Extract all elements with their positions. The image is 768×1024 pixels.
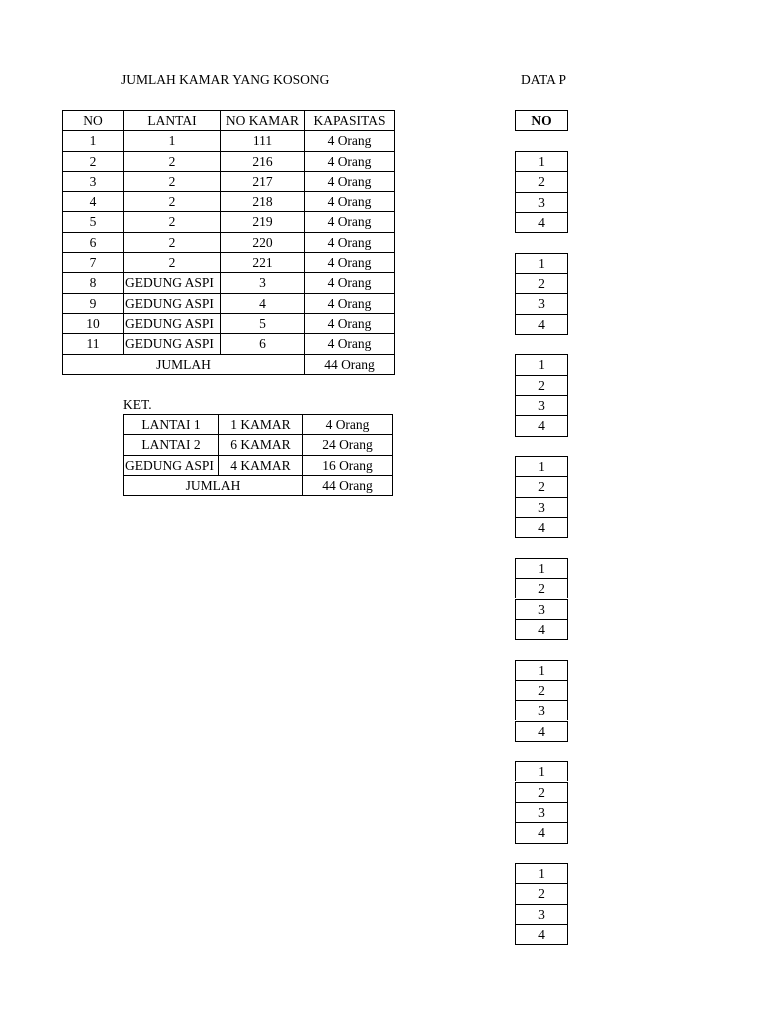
cell-no: 6: [63, 233, 124, 253]
ket-kapasitas: 16 Orang: [303, 456, 393, 476]
cell-no: 8: [63, 273, 124, 293]
cell-no: 5: [63, 212, 124, 232]
right-cell-no: 1: [515, 761, 568, 781]
cell-lantai: GEDUNG ASPI: [124, 294, 221, 314]
ket-kamar: 4 KAMAR: [219, 456, 303, 476]
cell-lantai: 1: [124, 131, 221, 151]
cell-lantai: GEDUNG ASPI: [124, 314, 221, 334]
right-cell-no: 3: [515, 802, 568, 822]
ket-kamar: 1 KAMAR: [219, 415, 303, 435]
cell-kapasitas: 4 Orang: [305, 192, 395, 212]
cell-no: 7: [63, 253, 124, 273]
right-cell-no: 2: [515, 883, 568, 903]
summary-table: [123, 414, 393, 496]
right-cell-no: 3: [515, 192, 568, 212]
ket-label: KET.: [123, 397, 152, 412]
occupant-number-column: [515, 110, 568, 946]
ket-lantai: LANTAI 2: [124, 435, 219, 455]
cell-kapasitas: 4 Orang: [305, 172, 395, 192]
cell-lantai: GEDUNG ASPI: [124, 334, 221, 354]
cell-lantai: 2: [124, 212, 221, 232]
cell-no: 10: [63, 314, 124, 334]
vacant-rooms-table: [62, 110, 395, 375]
right-cell-no: 4: [515, 721, 568, 742]
right-cell-no: 2: [515, 578, 568, 598]
cell-lantai: 2: [124, 172, 221, 192]
cell-lantai: 2: [124, 192, 221, 212]
right-cell-no: 3: [515, 904, 568, 924]
cell-kapasitas: 4 Orang: [305, 253, 395, 273]
right-cell-no: 1: [515, 660, 568, 680]
ket-kamar: 6 KAMAR: [219, 435, 303, 455]
cell-no-kamar: 6: [221, 334, 305, 354]
cell-no-kamar: 220: [221, 233, 305, 253]
right-cell-no: 3: [515, 497, 568, 517]
cell-lantai: 2: [124, 233, 221, 253]
cell-no-kamar: 111: [221, 131, 305, 151]
right-cell-no: 2: [515, 273, 568, 293]
header-kapasitas: KAPASITAS: [305, 111, 395, 131]
right-cell-no: 4: [515, 415, 568, 436]
cell-no: 9: [63, 294, 124, 314]
ket-kapasitas: 4 Orang: [303, 415, 393, 435]
right-cell-no: 3: [515, 395, 568, 415]
right-cell-no: 1: [515, 863, 568, 883]
cell-kapasitas: 4 Orang: [305, 314, 395, 334]
ket-total-label: JUMLAH: [124, 476, 303, 496]
cell-no-kamar: 217: [221, 172, 305, 192]
cell-no: 1: [63, 131, 124, 151]
right-cell-no: 4: [515, 314, 568, 335]
right-header-no: NO: [515, 110, 568, 131]
cell-no: 4: [63, 192, 124, 212]
ket-kapasitas: 24 Orang: [303, 435, 393, 455]
right-cell-no: 4: [515, 924, 568, 945]
cell-no: 3: [63, 172, 124, 192]
right-cell-no: 2: [515, 375, 568, 395]
right-cell-no: 1: [515, 558, 568, 578]
right-cell-no: 2: [515, 782, 568, 802]
right-cell-no: 3: [515, 700, 568, 720]
right-cell-no: 3: [515, 599, 568, 619]
right-cell-no: 4: [515, 212, 568, 233]
cell-no-kamar: 221: [221, 253, 305, 273]
total-label: JUMLAH: [63, 355, 305, 375]
right-cell-no: 1: [515, 354, 568, 374]
cell-no-kamar: 216: [221, 152, 305, 172]
cell-no-kamar: 5: [221, 314, 305, 334]
ket-lantai: LANTAI 1: [124, 415, 219, 435]
header-lantai: LANTAI: [124, 111, 221, 131]
header-no-kamar: NO KAMAR: [221, 111, 305, 131]
right-cell-no: 1: [515, 253, 568, 273]
cell-lantai: 2: [124, 253, 221, 273]
cell-kapasitas: 4 Orang: [305, 273, 395, 293]
cell-no-kamar: 3: [221, 273, 305, 293]
cell-lantai: GEDUNG ASPI: [124, 273, 221, 293]
cell-kapasitas: 4 Orang: [305, 233, 395, 253]
right-section-title: DATA P: [521, 72, 567, 87]
cell-kapasitas: 4 Orang: [305, 152, 395, 172]
cell-no-kamar: 219: [221, 212, 305, 232]
cell-kapasitas: 4 Orang: [305, 131, 395, 151]
right-cell-no: 4: [515, 822, 568, 843]
cell-kapasitas: 4 Orang: [305, 294, 395, 314]
right-cell-no: 2: [515, 171, 568, 191]
right-cell-no: 1: [515, 456, 568, 476]
right-cell-no: 1: [515, 151, 568, 171]
right-cell-no: 4: [515, 517, 568, 538]
header-no: NO: [63, 111, 124, 131]
cell-no: 11: [63, 334, 124, 354]
right-cell-no: 4: [515, 619, 568, 640]
right-cell-no: 3: [515, 293, 568, 313]
cell-lantai: 2: [124, 152, 221, 172]
total-value: 44 Orang: [305, 355, 395, 375]
cell-no: 2: [63, 152, 124, 172]
right-cell-no: 2: [515, 476, 568, 496]
cell-no-kamar: 218: [221, 192, 305, 212]
ket-lantai: GEDUNG ASPI: [124, 456, 219, 476]
cell-kapasitas: 4 Orang: [305, 334, 395, 354]
ket-total-value: 44 Orang: [303, 476, 393, 496]
page-title: JUMLAH KAMAR YANG KOSONG: [121, 72, 330, 87]
cell-kapasitas: 4 Orang: [305, 212, 395, 232]
right-cell-no: 2: [515, 680, 568, 700]
cell-no-kamar: 4: [221, 294, 305, 314]
